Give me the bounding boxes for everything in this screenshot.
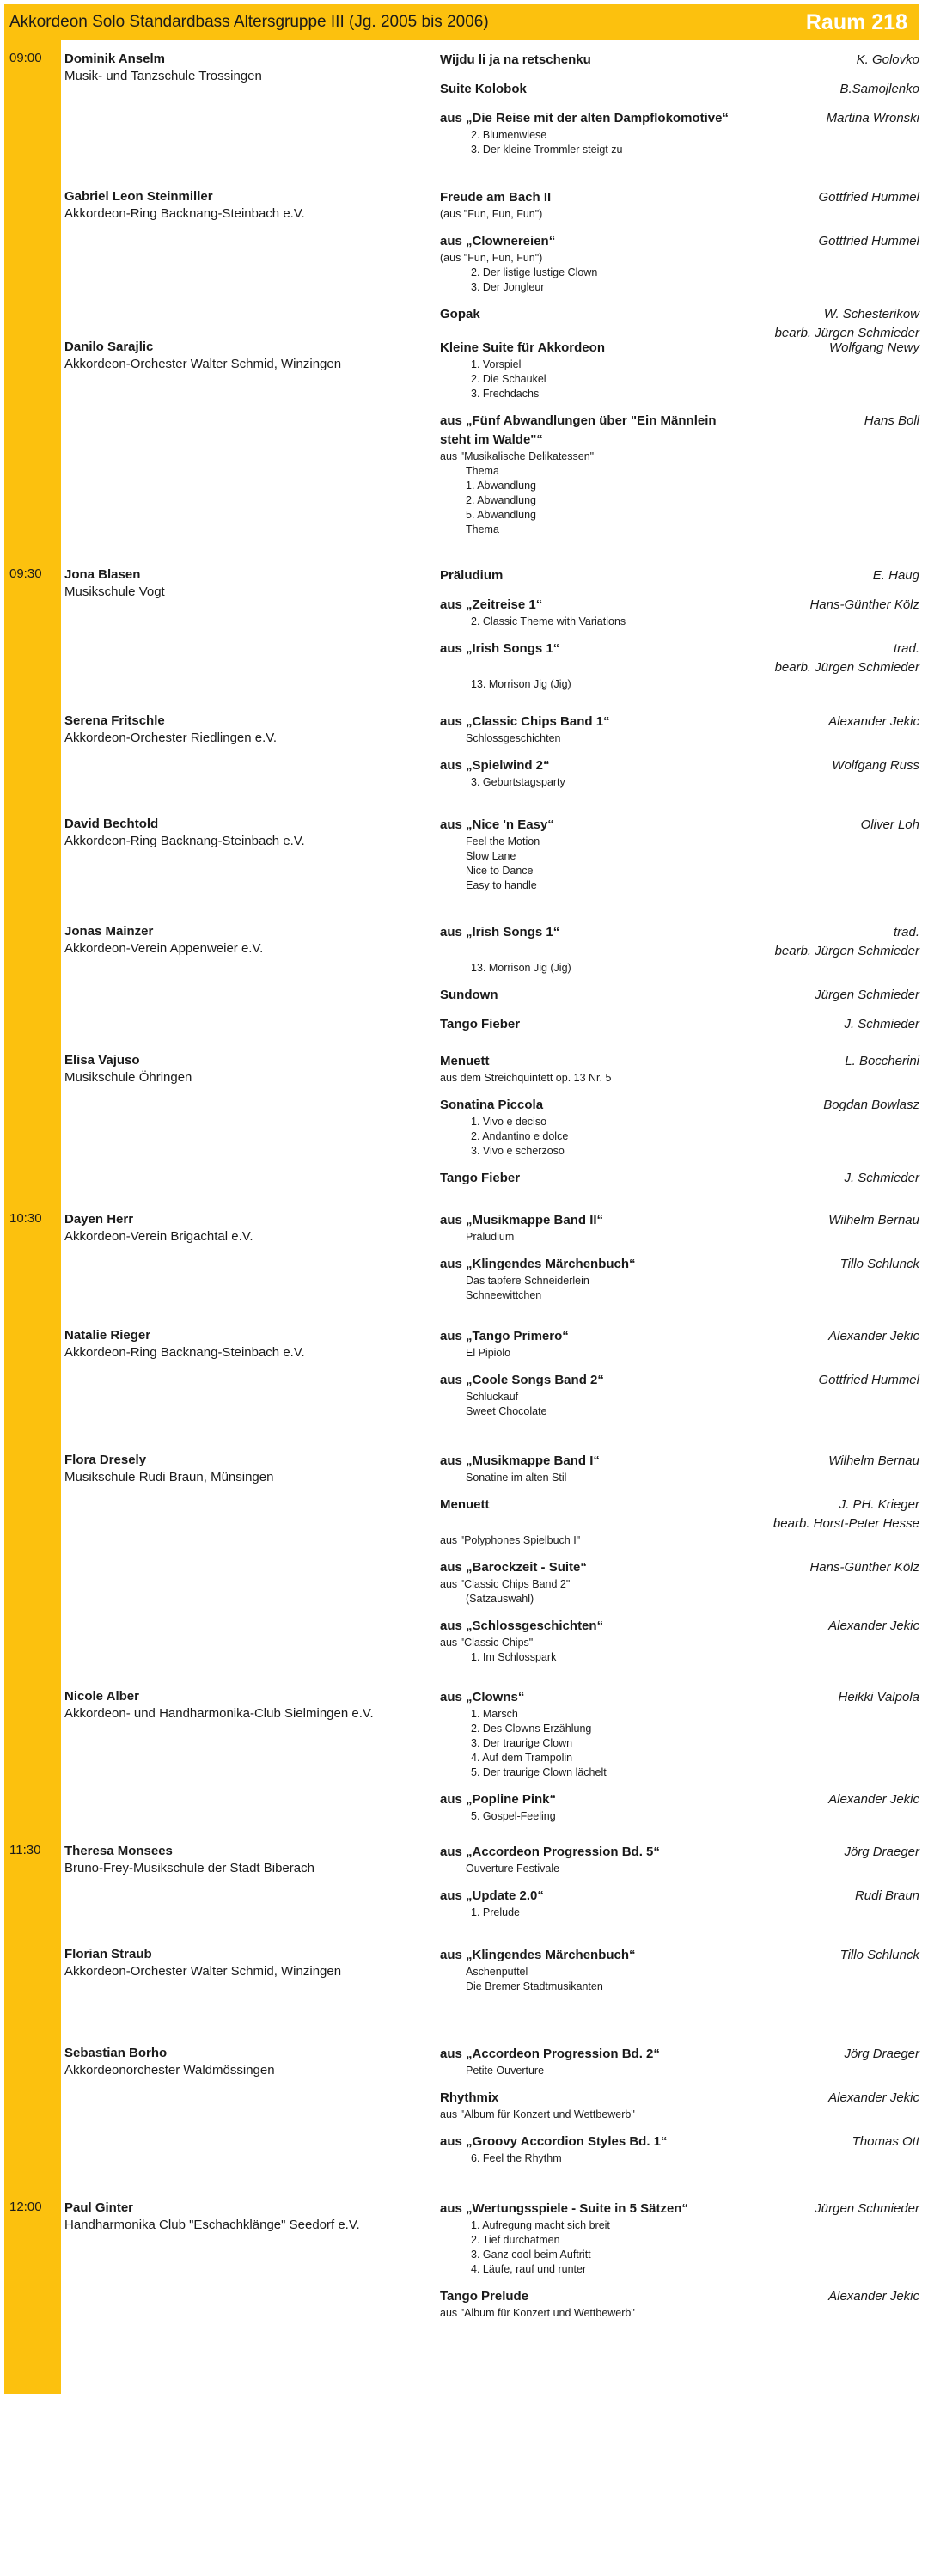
piece-composer: Gottfried Hummel [818,190,919,205]
piece-composer: W. Schesterikow [823,307,919,321]
program-piece [440,339,919,401]
program-list [440,1211,919,1313]
movement-item: 1. Marsch [471,1708,518,1720]
performer-name: Danilo Sarajlic [64,340,154,354]
piece-title: Suite Kolobok [440,82,527,96]
program-piece [440,1052,919,1086]
piece-composer: Wilhelm Bernau [828,1453,919,1468]
program-list [440,923,919,1044]
piece-composer: trad. [893,641,919,656]
performer [64,1843,425,1877]
performer [64,566,425,601]
schedule-entry [4,1936,919,2034]
schedule-entry [4,328,919,556]
program-piece [440,2287,919,2321]
piece-detail: Sonatine im alten Stil [466,1472,567,1484]
piece-composer: Bogdan Bowlasz [823,1098,919,1112]
piece-composer: Thomas Ott [852,2134,919,2149]
piece-detail: Die Bremer Stadtmusikanten [466,1980,603,1992]
piece-title: Menuett [440,1497,490,1512]
program-list [440,1843,919,1930]
performer-name: Theresa Monsees [64,1844,173,1858]
performer [64,816,425,850]
schedule-entry [4,1042,919,1201]
piece-title: aus „Groovy Accordion Styles Bd. 1“ [440,2134,668,2149]
performer [64,2045,425,2079]
performer-name: Dayen Herr [64,1212,134,1227]
piece-composer: J. Schmieder [844,1171,919,1185]
piece-title: Menuett [440,1054,490,1068]
movement-item: 13. Morrison Jig (Jig) [471,962,571,974]
performer-name: Gabriel Leon Steinmiller [64,189,213,204]
schedule-entry [4,1441,919,1678]
performer-school: Musikschule Öhringen [64,1070,192,1085]
piece-title: aus „Schlossgeschichten“ [440,1618,604,1633]
performer-school: Akkordeon-Orchester Walter Schmid, Winzingen [64,1964,342,1979]
program-piece [440,596,919,629]
program-piece [440,1255,919,1303]
movement-item: 1. Vivo e deciso [471,1116,547,1128]
performer-school: Akkordeon-Orchester Walter Schmid, Winzingen [64,357,342,371]
movement-item: 1. Vorspiel [471,358,522,370]
piece-composer: E. Haug [872,568,919,583]
program-piece [440,2132,919,2166]
time-slot: 11:30 [9,1843,41,1857]
movement-item: 3. Der traurige Clown [471,1737,573,1749]
piece-arranger: bearb. Jürgen Schmieder [774,660,919,675]
piece-arranger: bearb. Horst-Peter Hesse [772,1516,919,1531]
piece-composer: Jörg Draeger [844,2047,919,2061]
movement-item: 4. Auf dem Trampolin [471,1752,573,1764]
schedule-entry [4,702,919,805]
piece-composer: Alexander Jekic [828,1792,919,1807]
piece-detail: Schlossgeschichten [466,732,561,744]
piece-composer: Heikki Valpola [838,1690,919,1704]
piece-source: aus "Album für Konzert und Wettbewerb" [440,2108,635,2120]
movement-item: 5. Gospel-Feeling [471,1810,556,1822]
piece-composer: trad. [893,925,919,939]
movement-item: 2. Des Clowns Erzählung [471,1722,592,1735]
piece-title: aus „Zeitreise 1“ [440,597,543,612]
program-piece [440,1617,919,1665]
piece-title: Gopak [440,307,480,321]
movement-item: 2. Classic Theme with Variations [471,615,626,627]
piece-detail: Das tapfere Schneiderlein [466,1275,589,1287]
piece-title: Tango Fieber [440,1017,521,1031]
program-piece [440,2045,919,2078]
movement-item: 2. Andantino e dolce [471,1130,569,1142]
program-piece [440,1946,919,1994]
program-piece [440,1096,919,1159]
movement-item: 6. Feel the Rhythm [471,2152,562,2164]
piece-composer: Jürgen Schmieder [815,988,919,1002]
program-piece [440,1327,919,1361]
piece-title: aus „Spielwind 2“ [440,758,550,773]
program-piece [440,2089,919,2122]
program-list [440,816,919,903]
piece-title: aus „Klingendes Märchenbuch“ [440,1257,636,1271]
program-piece [440,1558,919,1606]
time-slot: 10:30 [9,1211,42,1226]
piece-title: Tango Prelude [440,2289,529,2304]
movement-item: 1. Im Schlosspark [471,1651,557,1663]
piece-title: aus „Wertungsspiele - Suite in 5 Sätzen“ [440,2201,688,2216]
performer [64,713,425,747]
schedule-entry [4,178,919,340]
time-slot: 09:30 [9,566,42,581]
movement-item: 2. Blumenwiese [471,129,547,141]
piece-composer: Gottfried Hummel [818,234,919,248]
schedule-entry [4,556,919,702]
program-list [440,1052,919,1198]
piece-detail: Schluckauf [466,1391,519,1403]
piece-source: aus "Classic Chips Band 2" [440,1578,571,1590]
performer-school: Akkordeon-Verein Brigachtal e.V. [64,1229,253,1244]
piece-composer: Alexander Jekic [828,1329,919,1343]
piece-title: aus „Tango Primero“ [440,1329,569,1343]
piece-source: (aus "Fun, Fun, Fun") [440,208,543,220]
piece-title: Sundown [440,988,498,1002]
performer [64,188,425,223]
piece-composer: Alexander Jekic [828,2090,919,2105]
program-list [440,1327,919,1429]
piece-composer: Hans-Günther Kölz [809,597,919,612]
piece-composer: Alexander Jekic [828,2289,919,2304]
schedule-entry [4,40,919,178]
program-piece [440,1452,919,1485]
schedule-entry [4,805,919,913]
piece-detail: Thema [466,523,499,535]
schedule-entry [4,913,919,1042]
piece-composer: J. Schmieder [844,1017,919,1031]
piece-title: aus „Irish Songs 1“ [440,641,560,656]
time-slot: 12:00 [9,2200,42,2214]
piece-composer: Alexander Jekic [828,1618,919,1633]
program-list [440,566,919,702]
piece-detail: 2. Abwandlung [466,494,537,506]
program-piece [440,80,919,99]
program-piece [440,188,919,222]
program-piece [440,1169,919,1188]
piece-title: Sonatina Piccola [440,1098,544,1112]
program-piece [440,816,919,893]
performer-name: Nicole Alber [64,1689,139,1704]
performer [64,2200,425,2234]
performer [64,923,425,958]
piece-source: aus "Classic Chips" [440,1637,534,1649]
header-bar [4,4,919,40]
piece-source: aus dem Streichquintett op. 13 Nr. 5 [440,1072,612,1084]
program-list [440,1946,919,2004]
piece-title: aus „Irish Songs 1“ [440,925,560,939]
program-piece [440,566,919,585]
piece-detail: Sweet Chocolate [466,1405,547,1417]
piece-title: aus „Nice 'n Easy“ [440,817,554,832]
program-piece [440,756,919,790]
program-piece [440,923,919,976]
movement-item: 3. Vivo e scherzoso [471,1145,565,1157]
piece-title: aus „Clownereien“ [440,234,556,248]
piece-title: Wijdu li ja na retschenku [440,52,591,67]
movement-item: 2. Der listige lustige Clown [471,266,598,278]
program-list [440,1688,919,1834]
piece-composer: Martina Wronski [826,111,919,125]
piece-title: aus „Klingendes Märchenbuch“ [440,1948,636,1962]
movement-item: 2. Die Schaukel [471,373,546,385]
performer-name: Jona Blasen [64,567,141,582]
piece-detail: 5. Abwandlung [466,509,537,521]
piece-title: aus „Fünf Abwandlungen über "Ein Männlein steht im Walde"“ [440,413,717,447]
piece-composer: Gottfried Hummel [818,1373,919,1387]
performer-school: Musikschule Vogt [64,584,165,599]
piece-composer: Jörg Draeger [844,1845,919,1859]
piece-source: aus "Musikalische Delikatessen" [440,450,595,462]
performer-school: Akkordeon-Ring Backnang-Steinbach e.V. [64,206,305,221]
piece-composer: Jürgen Schmieder [815,2201,919,2216]
movement-item: 4. Läufe, rauf und runter [471,2263,587,2275]
schedule-entry [4,1317,919,1441]
performer-name: Flora Dresely [64,1453,147,1467]
piece-detail: Slow Lane [466,850,516,862]
piece-detail: Easy to handle [466,879,537,891]
program-piece [440,713,919,746]
performer-school: Bruno-Frey-Musikschule der Stadt Biberach [64,1861,314,1875]
program-piece [440,232,919,295]
schedule-entry [4,1201,919,1317]
performer-school: Akkordeon- und Handharmonika-Club Sielmingen e.V. [64,1706,374,1721]
piece-title: Freude am Bach II [440,190,552,205]
piece-title: aus „Coole Songs Band 2“ [440,1373,604,1387]
piece-composer: Wolfgang Russ [832,758,919,773]
movement-item: 1. Prelude [471,1906,520,1918]
piece-composer: Tillo Schlunck [839,1948,919,1962]
piece-title: aus „Musikmappe Band I“ [440,1453,600,1468]
program-piece [440,1688,919,1780]
piece-title: Kleine Suite für Akkordeon [440,340,605,355]
piece-composer: Hans Boll [864,413,919,428]
movement-item: 1. Aufregung macht sich breit [471,2219,610,2231]
piece-title: aus „Barockzeit - Suite“ [440,1560,587,1575]
piece-detail: Thema [466,465,499,477]
piece-title: Rhythmix [440,2090,499,2105]
piece-detail: Ouverture Festivale [466,1863,560,1875]
program-piece [440,1211,919,1245]
piece-source: aus "Album für Konzert und Wettbewerb" [440,2307,635,2319]
piece-composer: B.Samojlenko [839,82,919,96]
performer-school: Musikschule Rudi Braun, Münsingen [64,1470,274,1484]
program-piece [440,639,919,692]
piece-arranger: bearb. Jürgen Schmieder [774,944,919,958]
performer-school: Handharmonika Club "Eschachklänge" Seedorf e.V. [64,2218,360,2232]
piece-title: aus „Clowns“ [440,1690,525,1704]
piece-composer: Hans-Günther Kölz [809,1560,919,1575]
piece-detail: (Satzauswahl) [466,1593,534,1605]
piece-title: aus „Update 2.0“ [440,1888,544,1903]
performer-name: Jonas Mainzer [64,924,154,939]
piece-source: (aus "Fun, Fun, Fun") [440,252,543,264]
performer-name: Elisa Vajuso [64,1053,140,1068]
program-piece [440,1887,919,1920]
performer-school: Akkordeonorchester Waldmössingen [64,2063,275,2077]
room-label: Raum 218 [805,9,907,34]
movement-item: 3. Ganz cool beim Auftritt [471,2249,591,2261]
category-title: Akkordeon Solo Standardbass Altersgruppe III (Jg. 2005 bis 2006) [9,13,489,31]
performer [64,339,425,373]
movement-item: 2. Tief durchatmen [471,2234,560,2246]
performer-name: Paul Ginter [64,2200,134,2215]
time-slot: 09:00 [9,51,42,65]
performer-name: Natalie Rieger [64,1328,151,1343]
piece-source: aus "Polyphones Spielbuch I" [440,1534,581,1546]
piece-title: aus „Accordeon Progression Bd. 2“ [440,2047,660,2061]
piece-composer: Wilhelm Bernau [828,1213,919,1227]
piece-composer: Oliver Loh [860,817,919,832]
piece-composer: Rudi Braun [854,1888,919,1903]
performer-school: Musik- und Tanzschule Trossingen [64,69,262,83]
performer [64,1946,425,1980]
performer [64,1052,425,1086]
program-piece [440,986,919,1005]
movement-item: 3. Der Jongleur [471,281,545,293]
performer [64,1211,425,1245]
piece-composer: K. Golovko [856,52,919,67]
piece-title: aus „Die Reise mit der alten Dampflokomotive“ [440,111,729,125]
performer-name: Dominik Anselm [64,52,165,66]
piece-detail: Nice to Dance [466,865,534,877]
performer-name: Florian Straub [64,1947,152,1961]
program-list [440,339,919,548]
schedule-entry [4,2189,919,2395]
performer-school: Akkordeon-Verein Appenweier e.V. [64,941,264,956]
program-piece [440,1843,919,1876]
schedule-entry [4,1678,919,1833]
program-piece [440,2200,919,2277]
performer [64,1327,425,1361]
piece-detail: Schneewittchen [466,1289,542,1301]
program-list [440,2045,919,2176]
performer-name: Serena Fritschle [64,713,165,728]
movement-item: 3. Geburtstagsparty [471,776,565,788]
movement-item: 5. Der traurige Clown lächelt [471,1766,607,1778]
piece-title: Präludium [440,568,504,583]
performer-name: Sebastian Borho [64,2046,168,2060]
movement-item: 13. Morrison Jig (Jig) [471,678,571,690]
piece-title: Tango Fieber [440,1171,521,1185]
program-piece [440,412,919,537]
movement-item: 3. Der kleine Trommler steigt zu [471,144,623,156]
performer-name: David Bechtold [64,817,159,831]
program-piece [440,1015,919,1034]
schedule-entry [4,1833,919,1936]
program-piece [440,51,919,70]
performer-school: Akkordeon-Orchester Riedlingen e.V. [64,731,278,745]
program-piece [440,1371,919,1419]
piece-title: aus „Musikmappe Band II“ [440,1213,604,1227]
piece-composer: L. Boccherini [845,1054,919,1068]
program-list [440,713,919,800]
program-list [440,1452,919,1675]
program-list [440,2200,919,2331]
piece-detail: Petite Ouverture [466,2065,545,2077]
piece-detail: Präludium [466,1231,515,1243]
piece-detail: El Pipiolo [466,1347,511,1359]
performer [64,1452,425,1486]
piece-detail: Aschenputtel [466,1966,528,1978]
program-piece [440,1790,919,1824]
piece-composer: Alexander Jekic [828,714,919,729]
movement-item: 3. Frechdachs [471,388,540,400]
piece-composer: Tillo Schlunck [839,1257,919,1271]
piece-composer: Wolfgang Newy [828,340,919,355]
program-piece [440,109,919,157]
schedule-entry [4,2034,919,2189]
performer-school: Akkordeon-Ring Backnang-Steinbach e.V. [64,1345,305,1360]
piece-title: aus „Accordeon Progression Bd. 5“ [440,1845,660,1859]
piece-title: aus „Popline Pink“ [440,1792,557,1807]
program-piece [440,1496,919,1548]
piece-arranger: bearb. Jürgen Schmieder [774,326,919,340]
piece-detail: Feel the Motion [466,835,540,847]
performer [64,51,425,85]
performer [64,1688,425,1722]
performer-school: Akkordeon-Ring Backnang-Steinbach e.V. [64,834,305,848]
piece-title: aus „Classic Chips Band 1“ [440,714,610,729]
program-list [440,51,919,168]
piece-composer: J. PH. Krieger [839,1497,919,1512]
piece-detail: 1. Abwandlung [466,480,537,492]
